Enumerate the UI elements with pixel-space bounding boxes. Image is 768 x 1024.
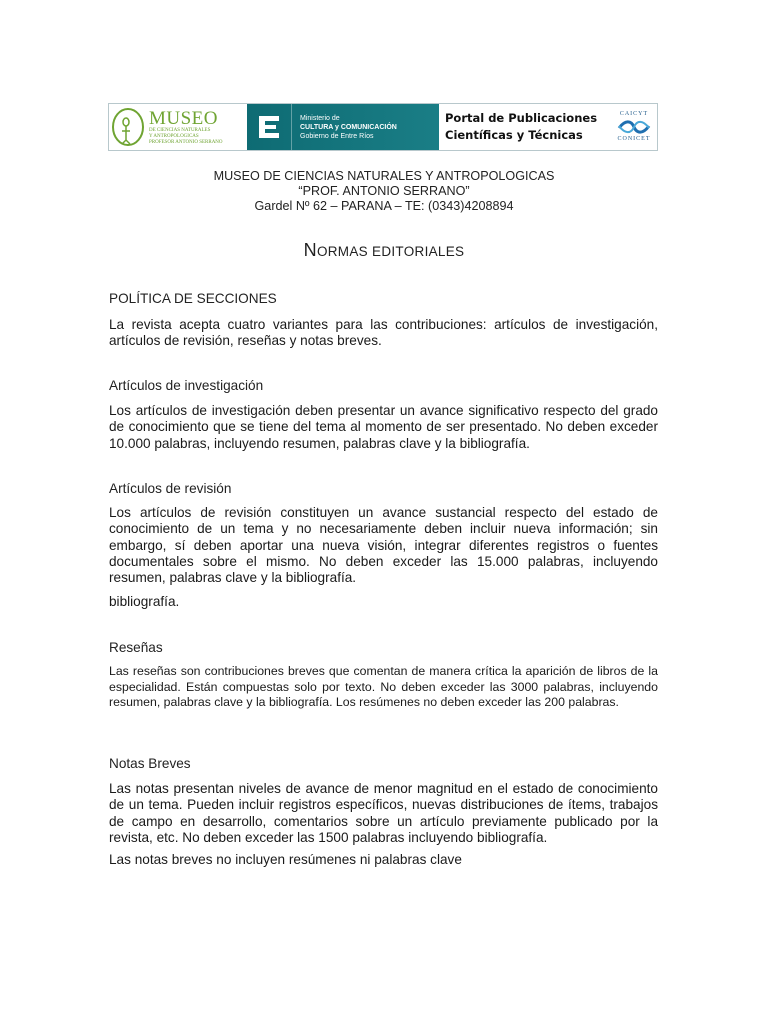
section-heading: Notas Breves	[109, 756, 191, 771]
conicet-label: CONICET	[617, 136, 651, 142]
section-text: Los artículos de revisión constituyen un avance sustancial respecto del estado de conocimiento de un tema y no necesariamente deben incluir nueva información; sin embargo, sí deben aportar una nueva visión, integrar diferentes registros o fuentes documentales sobre el mismo. No deben exceder las 15.000 palabras, incluyendo resumen, palabras clave y la bibliografía.	[109, 505, 658, 586]
section-text: Las notas presentan niveles de avance de menor magnitud en el estado de conocimiento de un tema. Pueden incluir registros específicos, nuevas distribuciones de ítems, trabajos de campo en desarrollo, comentarios sobre un artículo previamente publicado por la revista, etc. No deben exceder las 1500 palabras incluyendo bibliografía.	[109, 781, 658, 845]
section-text-extra: bibliografía.	[109, 594, 180, 609]
ministerio-logo	[247, 104, 439, 150]
institution-subtitle: “PROF. ANTONIO SERRANO”	[298, 184, 470, 198]
museo-name: MUSEO	[149, 107, 219, 129]
ministerio-line: CULTURA y COMUNICACIÓN	[300, 123, 397, 131]
section-heading: Artículos de investigación	[109, 378, 264, 393]
museo-subtitle: PROFESOR ANTONIO SERRANO	[149, 139, 223, 145]
museo-emblem-icon	[111, 107, 145, 147]
ministerio-line: Gobierno de Entre Ríos	[300, 132, 374, 140]
caicyt-conicet-logo	[617, 111, 651, 143]
museo-subtitle: DE CIENCIAS NATURALES	[149, 127, 211, 133]
entre-rios-icon	[247, 104, 292, 150]
portal-title-line: Científicas y Técnicas	[445, 128, 583, 142]
header-banner	[108, 103, 658, 151]
section-heading: Reseñas	[109, 640, 163, 655]
title-rest: ORMAS EDITORIALES	[316, 244, 465, 259]
section-heading: POLÍTICA DE SECCIONES	[109, 291, 277, 306]
portal-logo	[439, 104, 657, 150]
caicyt-label: CAICYT	[619, 111, 649, 117]
portal-title-line: Portal de Publicaciones	[445, 111, 598, 125]
section-text: Las reseñas son contribuciones breves que comentan de manera crítica la aparición de libros de la especialidad. Están compuestas solo por texto. No deben exceder las 3000 palabras, incluyendo resumen, palabras clave y la bibliografía. Los resúmenes no deben exceder las 200 palabras.	[109, 664, 658, 709]
page-title	[0, 240, 768, 261]
museo-logo	[109, 104, 247, 150]
section-text-extra: Las notas breves no incluyen resúmenes ni palabras clave	[109, 852, 462, 867]
museo-subtitle: Y ANTROPOLOGICAS	[149, 133, 199, 139]
institution-address: Gardel Nº 62 – PARANA – TE: (0343)4208894	[254, 199, 514, 213]
title-initial: N	[303, 240, 317, 260]
section-heading: Artículos de revisión	[109, 481, 232, 496]
section-text: Los artículos de investigación deben presentar un avance significativo respecto del grado de conocimiento que se tiene del tema al momento de ser presentado. No deben exceder 10.000 palabras, incluyendo resumen, palabras clave y la bibliografía.	[109, 403, 658, 451]
ministerio-line: Ministerio de	[300, 114, 340, 122]
institution-name: MUSEO DE CIENCIAS NATURALES Y ANTROPOLOGICAS	[213, 169, 555, 183]
section-text: La revista acepta cuatro variantes para las contribuciones: artículos de investigación, artículos de revisión, reseñas y notas breves.	[109, 317, 658, 349]
conicet-wave-icon	[617, 118, 651, 136]
